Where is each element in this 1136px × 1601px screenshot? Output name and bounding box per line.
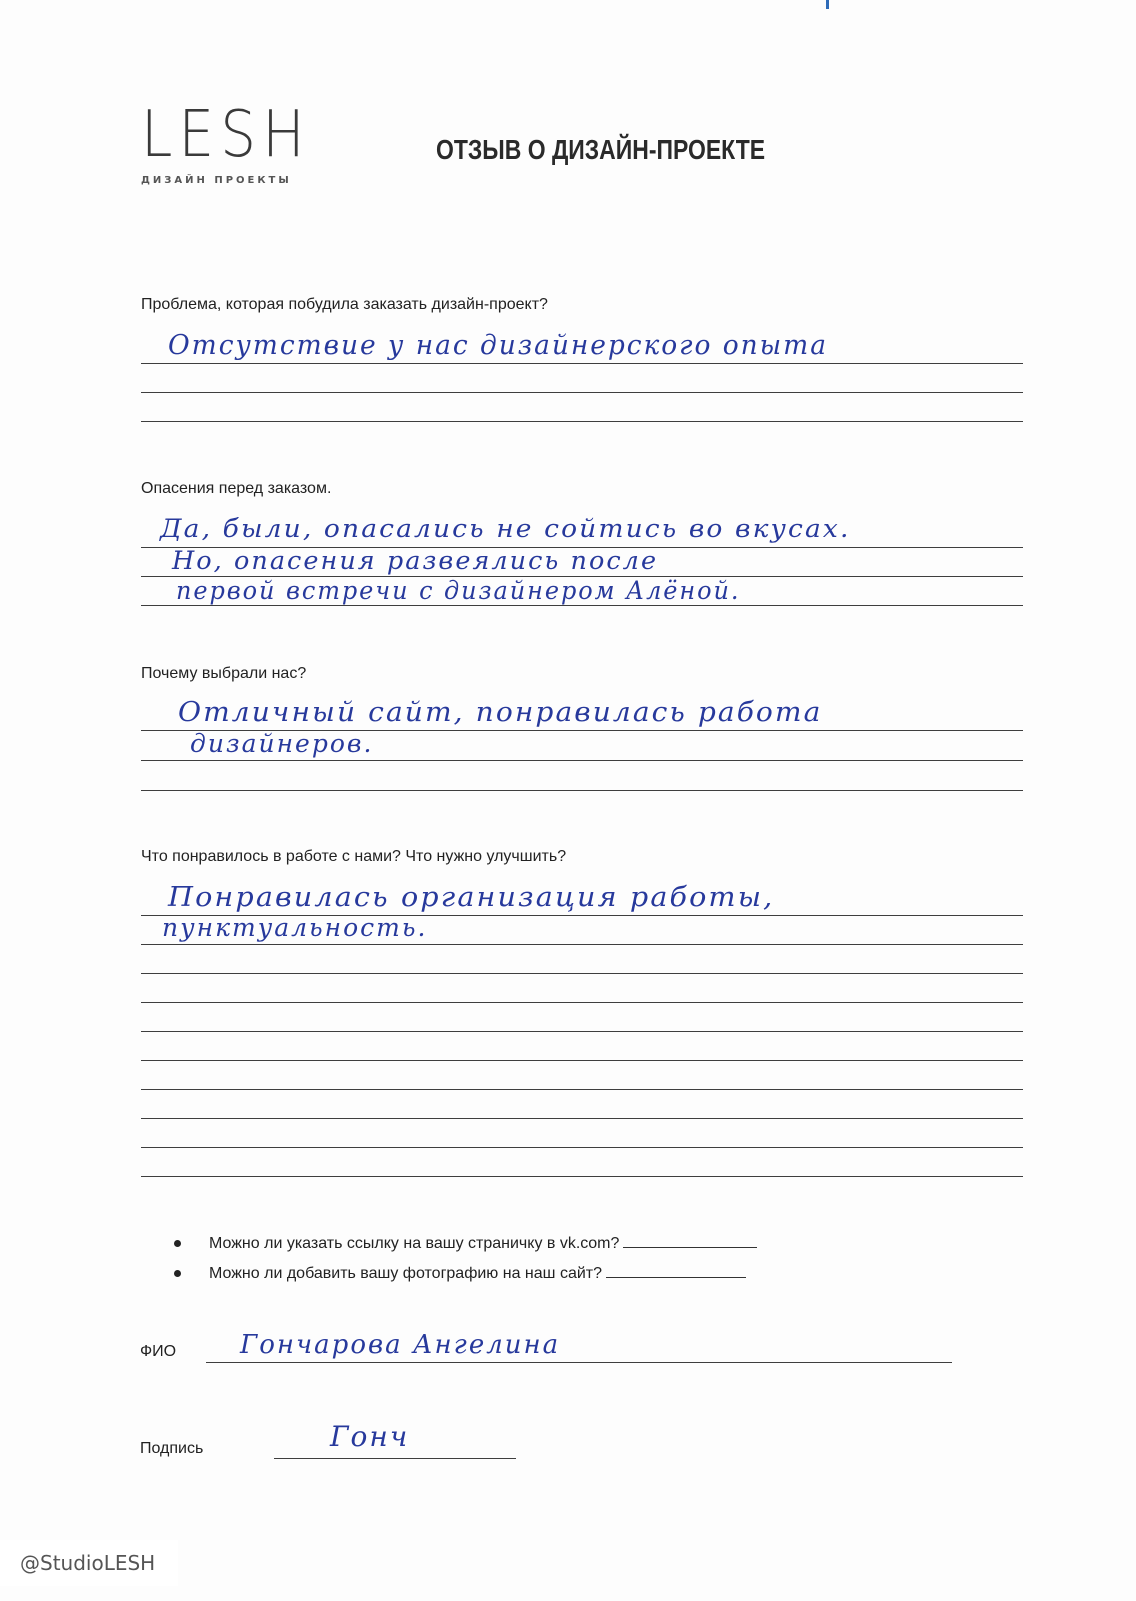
watermark-text: @StudioLESH xyxy=(20,1551,156,1575)
question-why-us: Почему выбрали нас? xyxy=(141,665,307,682)
bullet-icon xyxy=(174,1270,181,1277)
handwritten-answer: Отсутствие у нас дизайнерского опыта xyxy=(168,330,828,361)
consent-answer-blank-photo[interactable] xyxy=(606,1263,746,1278)
fio-handwritten: Гончарова Ангелина xyxy=(240,1330,561,1360)
answer-line xyxy=(141,760,1023,761)
answer-line xyxy=(141,392,1023,393)
consent-question-vk: Можно ли указать ссылку на вашу страничку в vk.com? xyxy=(209,1235,620,1252)
consent-question-photo: Можно ли добавить вашу фотографию на наш сайт? xyxy=(209,1265,602,1282)
answer-line xyxy=(141,363,1023,364)
handwritten-answer: Да, были, опасались не сойтись во вкусах. xyxy=(160,514,851,543)
form-title: ОТЗЫВ О ДИЗАЙН-ПРОЕКТЕ xyxy=(436,134,766,165)
fio-line[interactable] xyxy=(206,1362,952,1363)
handwritten-answer: Но, опасения развеялись после xyxy=(172,546,659,575)
answer-line xyxy=(141,1002,1023,1003)
handwritten-answer: первой встречи с дизайнером Алёной. xyxy=(176,576,741,605)
answer-line xyxy=(141,973,1023,974)
signature-handwritten: Гонч xyxy=(330,1420,410,1453)
handwritten-answer: Отличный сайт, понравилась работа xyxy=(178,697,823,728)
lesh-logo xyxy=(141,98,334,186)
consent-answer-blank-vk[interactable] xyxy=(623,1233,757,1248)
answer-line xyxy=(141,944,1023,945)
logo-wordmark: LESH xyxy=(141,98,311,172)
handwritten-answer: дизайнеров. xyxy=(190,729,374,758)
answer-line xyxy=(141,1118,1023,1119)
question-concerns: Опасения перед заказом. xyxy=(141,480,332,497)
answer-line xyxy=(141,1147,1023,1148)
answer-line xyxy=(141,1060,1023,1061)
signature-line[interactable] xyxy=(274,1458,516,1459)
fio-label: ФИО xyxy=(140,1343,177,1360)
handwritten-answer: Понравилась организация работы, xyxy=(168,882,775,913)
signature-label: Подпись xyxy=(140,1440,204,1457)
logo-tagline: ДИЗАЙН ПРОЕКТЫ xyxy=(141,175,292,186)
answer-line xyxy=(141,605,1023,606)
watermark-badge xyxy=(0,1540,178,1586)
answer-line xyxy=(141,1089,1023,1090)
handwritten-answer: пунктуальность. xyxy=(162,913,428,942)
question-problem: Проблема, которая побудила заказать дизайн-проект? xyxy=(141,296,548,313)
ink-mark xyxy=(826,0,829,9)
answer-line xyxy=(141,421,1023,422)
answer-line xyxy=(141,790,1023,791)
answer-line xyxy=(141,1031,1023,1032)
question-liked-improve: Что понравилось в работе с нами? Что нужно улучшить? xyxy=(141,848,567,865)
answer-line xyxy=(141,1176,1023,1177)
bullet-icon xyxy=(174,1240,181,1247)
